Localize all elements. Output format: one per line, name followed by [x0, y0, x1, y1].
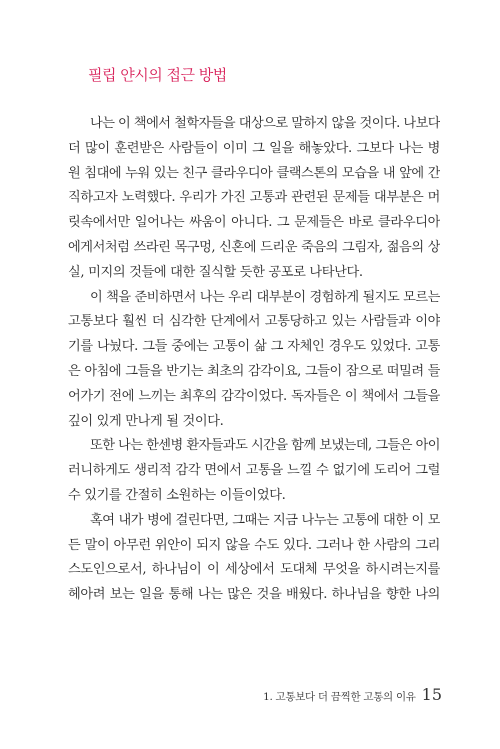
text-line: 헤아려 보는 일을 통해 나는 많은 것을 배웠다. 하나님을 향한 나의: [68, 587, 440, 603]
text-line: 깊이 있게 만나게 될 것이다.: [68, 413, 224, 429]
text-line: 원 침대에 누워 있는 친구 클라우디아 클랙스톤의 모습을 내 앞에 간: [68, 165, 440, 181]
page-number: 15: [421, 685, 442, 704]
paragraph-3: [68, 434, 440, 508]
text-line: 직하고자 노력했다. 우리가 가진 고통과 관련된 문제들 대부분은 머: [68, 190, 440, 206]
text-line: 또한 나는 한센병 환자들과도 시간을 함께 보냈는데, 그들은 아이: [90, 438, 440, 454]
paragraph-2: [68, 286, 440, 435]
body-text: [68, 112, 440, 608]
text-line: 에게서처럼 쓰라린 목구멍, 신혼에 드리운 죽음의 그림자, 젊음의 상: [68, 239, 440, 255]
text-line: 든 말이 아무런 위안이 되지 않을 수도 있다. 그러나 한 사람의 그리: [68, 537, 440, 553]
page-footer: [263, 685, 442, 704]
text-line: 릿속에서만 일어나는 싸움이 아니다. 그 문제들은 바로 클라우디아: [68, 215, 440, 231]
text-line: 실, 미지의 것들에 대한 질식할 듯한 공포로 나타난다.: [68, 264, 363, 280]
running-footer-chapter: 1. 고통보다 더 끔찍한 고통의 이유: [263, 691, 416, 703]
text-line: 더 많이 훈련받은 사람들이 이미 그 일을 해놓았다. 그보다 나는 병: [68, 140, 440, 156]
text-line: 어가기 전에 느끼는 최후의 감각이었다. 독자들은 이 책에서 그들을: [68, 388, 440, 404]
text-line: 이 책을 준비하면서 나는 우리 대부분이 경험하게 될지도 모르는: [90, 289, 440, 305]
paragraph-4: [68, 509, 440, 608]
text-line: 기를 나눴다. 그들 중에는 고통이 삶 그 자체인 경우도 있었다. 고통: [68, 339, 440, 355]
text-line: 러니하게도 생리적 감각 면에서 고통을 느낄 수 없기에 도리어 그럴: [68, 463, 440, 479]
text-line: 은 아침에 그들을 반기는 최초의 감각이요, 그들이 잠으로 떠밀려 들: [68, 363, 440, 379]
text-line: 나는 이 책에서 철학자들을 대상으로 말하지 않을 것이다. 나보다: [90, 116, 440, 131]
text-line: 고통보다 훨씬 더 심각한 단계에서 고통당하고 있는 사람들과 이야: [68, 314, 440, 330]
text-line: 수 있기를 간절히 소원하는 이들이었다.: [68, 487, 286, 503]
section-heading: 필립 얀시의 접근 방법: [88, 66, 227, 84]
paragraph-1: [68, 112, 440, 286]
text-line: 혹여 내가 병에 걸린다면, 그때는 지금 나누는 고통에 대한 이 모: [90, 512, 440, 528]
text-line: 스도인으로서, 하나님이 이 세상에서 도대체 무엇을 하시려는지를: [68, 562, 440, 578]
